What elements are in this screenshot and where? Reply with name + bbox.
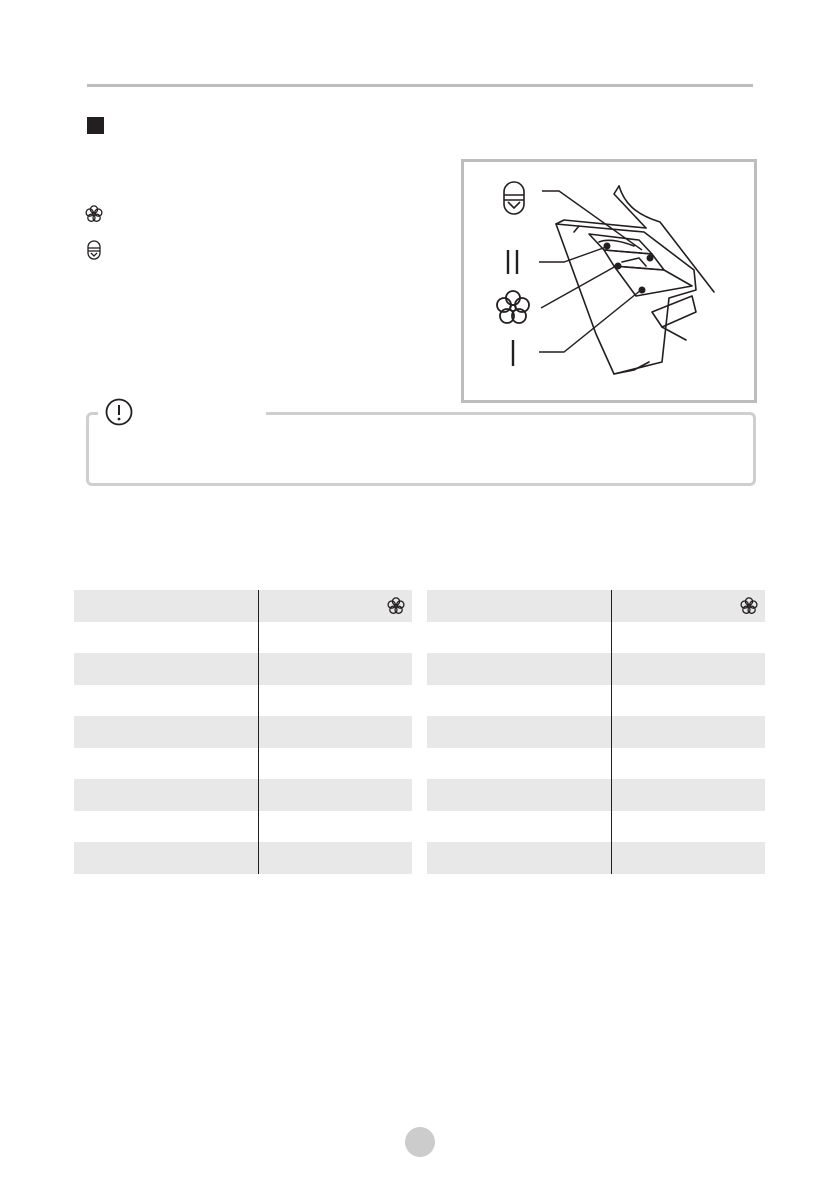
flower-icon bbox=[84, 204, 104, 224]
table-row bbox=[427, 748, 765, 780]
cup-label-icon bbox=[504, 182, 524, 214]
flower-icon bbox=[739, 596, 759, 616]
dispenser-cup-icon bbox=[84, 240, 104, 260]
table-row bbox=[74, 622, 412, 654]
detergent-drawer-drawing bbox=[464, 162, 754, 400]
main-wash-label bbox=[508, 250, 517, 274]
table-row bbox=[74, 685, 412, 717]
table-row bbox=[427, 842, 765, 874]
table-row bbox=[74, 716, 412, 748]
table-header-row bbox=[74, 590, 412, 622]
table-header-row bbox=[427, 590, 765, 622]
table-row bbox=[74, 779, 412, 811]
page-number-badge bbox=[405, 1127, 435, 1157]
table-row bbox=[427, 622, 765, 654]
table-row bbox=[74, 811, 412, 843]
note-box bbox=[86, 412, 756, 486]
top-rule bbox=[87, 84, 753, 87]
section-heading-bullet bbox=[87, 117, 104, 134]
dispenser-figure bbox=[461, 159, 757, 403]
table-row bbox=[427, 779, 765, 811]
dosage-table-left bbox=[74, 590, 412, 874]
table-row bbox=[74, 842, 412, 874]
softener-label-icon bbox=[497, 291, 529, 323]
dosage-table-right bbox=[427, 590, 765, 874]
table-row bbox=[427, 685, 765, 717]
table-row bbox=[74, 653, 412, 685]
table-row bbox=[74, 748, 412, 780]
exclamation-icon bbox=[104, 397, 134, 427]
table-row bbox=[427, 716, 765, 748]
table-row bbox=[427, 653, 765, 685]
table-row bbox=[427, 811, 765, 843]
flower-icon bbox=[386, 596, 406, 616]
